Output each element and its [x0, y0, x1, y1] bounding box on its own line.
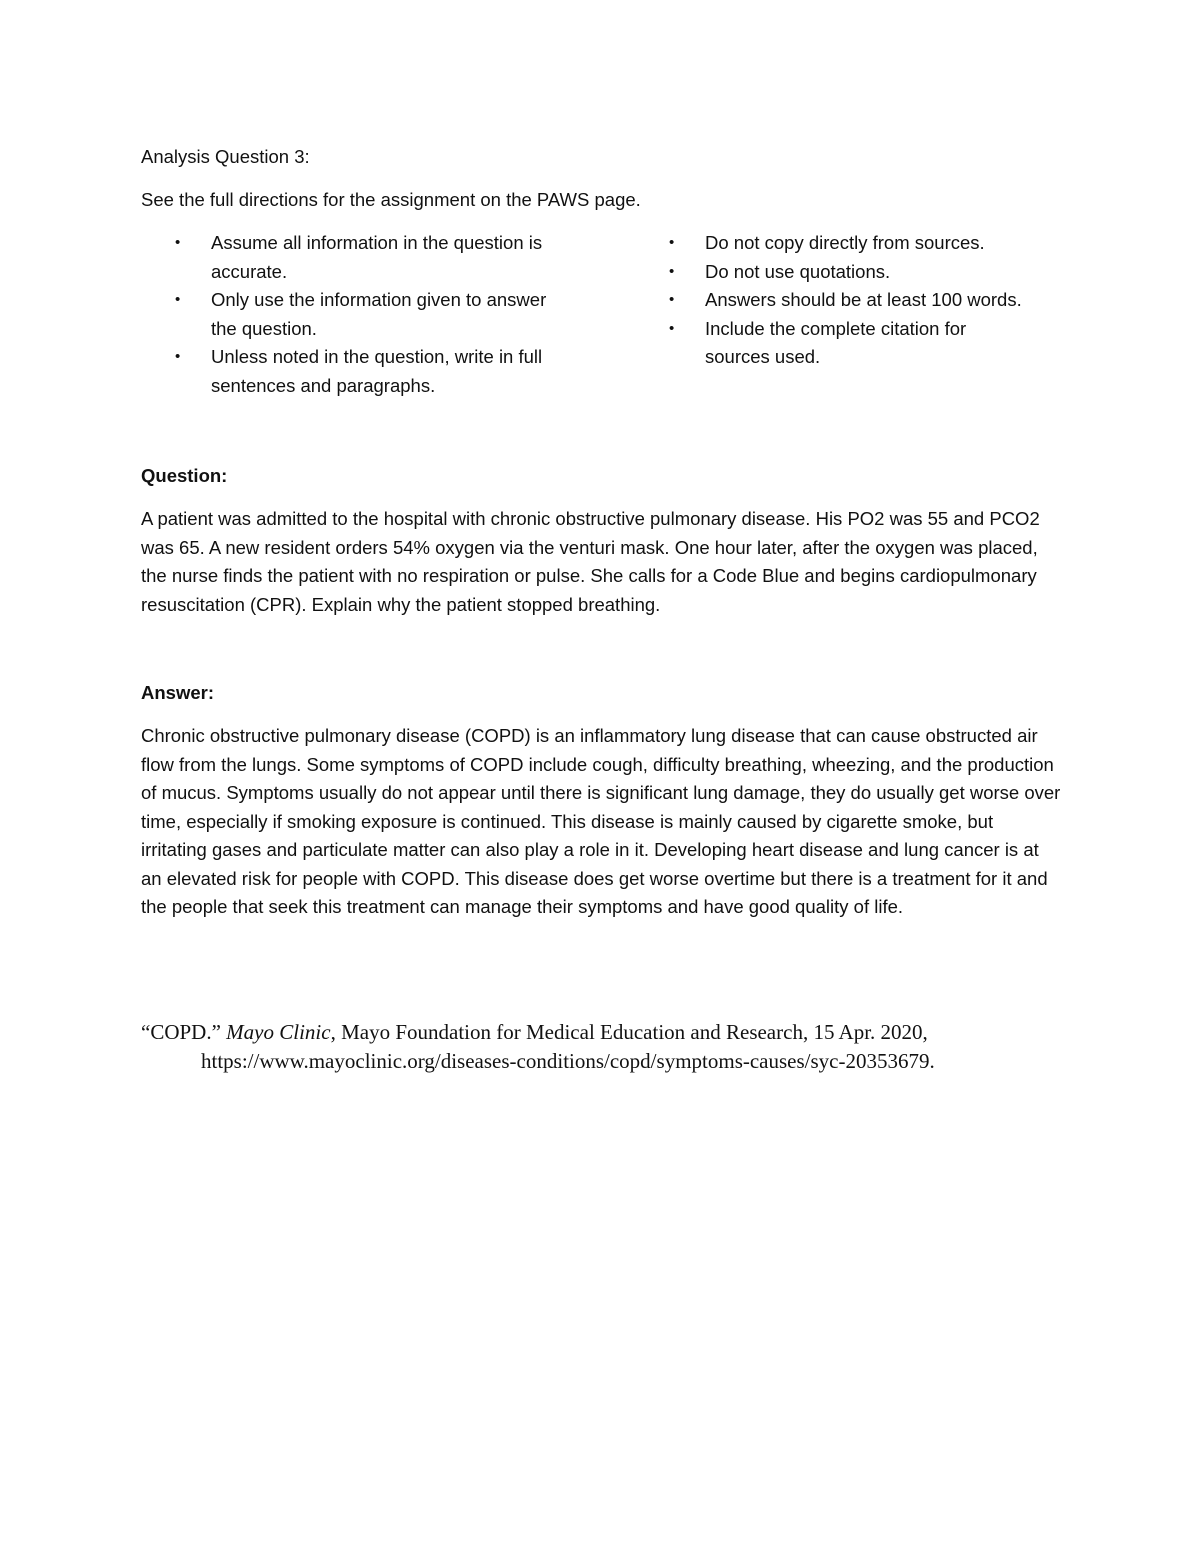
instructions-list-left: [175, 229, 571, 400]
list-item: [175, 286, 571, 343]
list-item: [669, 315, 1035, 372]
bullet-icon: •: [669, 234, 675, 251]
citation-source: Mayo Clinic: [226, 1020, 331, 1044]
instruction-text: Include the complete citation for sources used.: [705, 317, 967, 367]
bullet-icon: •: [669, 262, 675, 280]
citation-lead: “COPD.”: [141, 1020, 227, 1044]
citation-rest: , Mayo Foundation for Medical Education and Research, 15 Apr. 2020, https://www.mayoclinic.org/diseases-conditions/copd/symptoms-causes/syc-20353679.: [201, 1020, 935, 1073]
directions-text: See the full directions for the assignment on the PAWS page.: [141, 189, 641, 210]
citation: [141, 1018, 1121, 1076]
bullet-icon: •: [669, 291, 675, 308]
instruction-text: Do not use quotations.: [705, 260, 891, 282]
bullet-icon: •: [669, 319, 675, 337]
bullet-icon: •: [175, 234, 181, 251]
list-item: [175, 343, 571, 400]
bullet-icon: •: [175, 348, 181, 365]
question-body: A patient was admitted to the hospital with chronic obstructive pulmonary disease. His PO2 was 55 and PCO2 was 65. A new resident orders 54% oxygen via the venturi mask. One hour later, after the oxygen was placed, the nurse finds the patient with no respiration or pulse. She calls for a Code Blue and begins cardiopulmonary resuscitation (CPR). Explain why the patient stopped breathing.: [141, 508, 1040, 615]
list-item: [669, 258, 1035, 287]
instruction-text: Answers should be at least 100 words.: [705, 289, 1022, 310]
instructions-list-right: [669, 229, 1035, 372]
instruction-text: Do not copy directly from sources.: [705, 232, 985, 253]
bullet-icon: •: [175, 291, 181, 308]
answer-heading: Answer:: [141, 682, 214, 703]
instruction-text: Unless noted in the question, write in full sentences and paragraphs.: [211, 346, 543, 396]
instruction-text: Only use the information given to answer the question.: [211, 289, 547, 339]
answer-body: Chronic obstructive pulmonary disease (COPD) is an inflammatory lung disease that can cause obstructed air flow from the lungs. Some symptoms of COPD include cough, difficulty breathing, wheezing, and the production of mucus. Symptoms usually do not appear until there is significant lung damage, they do usually get worse over time, especially if smoking exposure is continued. This disease is mainly caused by cigarette smoke, but irritating gases and particulate matter can also play a role in it. Developing heart disease and lung cancer is at an elevated risk for people with COPD. This disease does get worse overtime but there is a treatment for it and the people that seek this treatment can manage their symptoms and have good quality of life.: [141, 725, 1061, 917]
list-item: [669, 286, 1035, 315]
list-item: [175, 229, 571, 286]
instruction-text: Assume all information in the question is accurate.: [211, 232, 543, 282]
list-item: [669, 229, 1035, 258]
question-heading: Question:: [141, 465, 228, 486]
assignment-title: Analysis Question 3:: [141, 146, 310, 167]
